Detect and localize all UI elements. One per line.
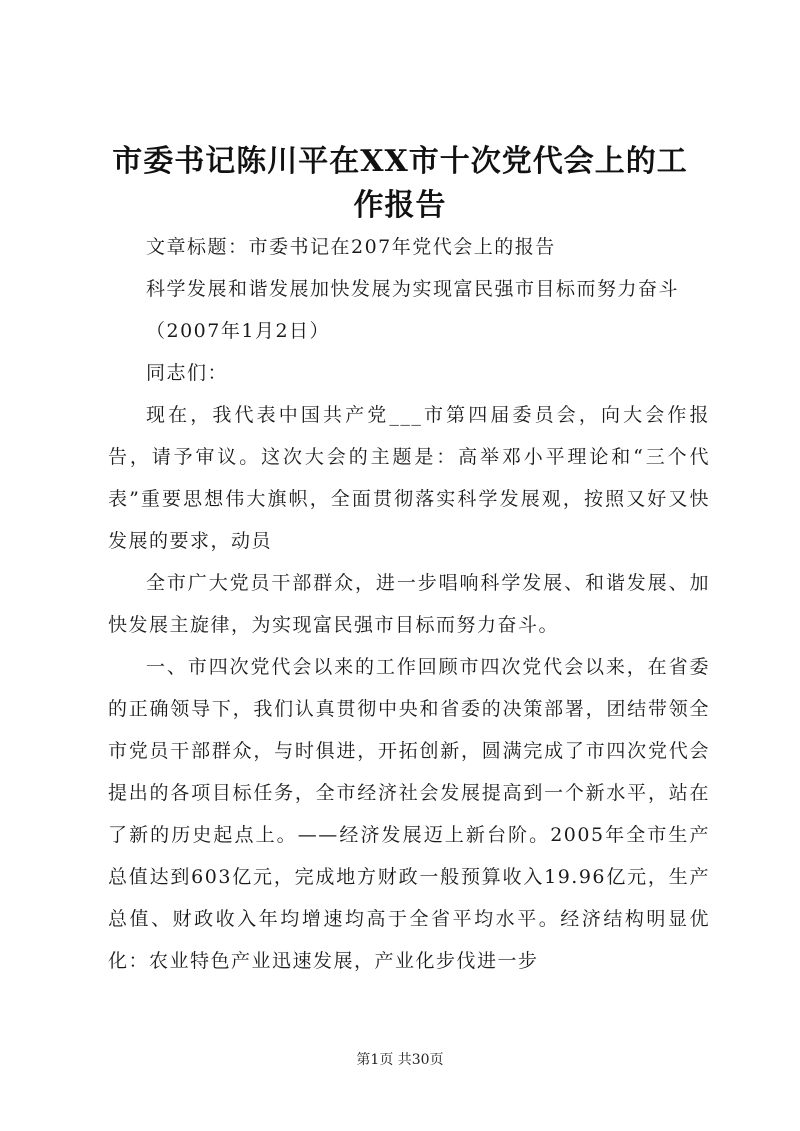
paragraph-subtitle: 科学发展和谐发展加快发展为实现富民强市目标而努力奋斗 bbox=[146, 278, 680, 300]
paragraph-date: （2007年1月2日） bbox=[146, 320, 331, 342]
page-number-footer: 第1页 共30页 bbox=[356, 1052, 444, 1068]
paragraph-mobilize: 全市广大党员干部群众，进一步唱响科学发展、和谐发展、加快发展主旋律，为实现富民强市目标而努力奋斗。 bbox=[108, 572, 710, 636]
paragraph-salutation: 同志们： bbox=[146, 362, 229, 384]
document-body bbox=[108, 226, 710, 982]
paragraph-intro: 现在，我代表中国共产党___市第四届委员会，向大会作报告，请予审议。这次大会的主题是：高举邓小平理论和“三个代表”重要思想伟大旗帜，全面贯彻落实科学发展观，按照又好又快发展的要求，动员 bbox=[108, 404, 710, 552]
paragraph-review: 一、市四次党代会以来的工作回顾市四次党代会以来，在省委的正确领导下，我们认真贯彻中央和省委的决策部署，团结带领全市党员干部群众，与时俱进，开拓创新，圆满完成了市四次党代会提出的各项目标任务，全市经济社会发展提高到一个新水平，站在了新的历史起点上。——经济发展迈上新台阶。2005年全市生产总值达到603亿元，完成地方财政一般预算收入19.96亿元，生产总值、财政收入年均增速均高于全省平均水平。经济结构明显优化：农业特色产业迅速发展，产业化步伐进一步 bbox=[108, 656, 710, 972]
paragraph-article-title: 文章标题：市委书记在207年党代会上的报告 bbox=[146, 236, 556, 258]
document-title: 市委书记陈川平在XX市十次党代会上的工作报告 bbox=[112, 144, 688, 223]
